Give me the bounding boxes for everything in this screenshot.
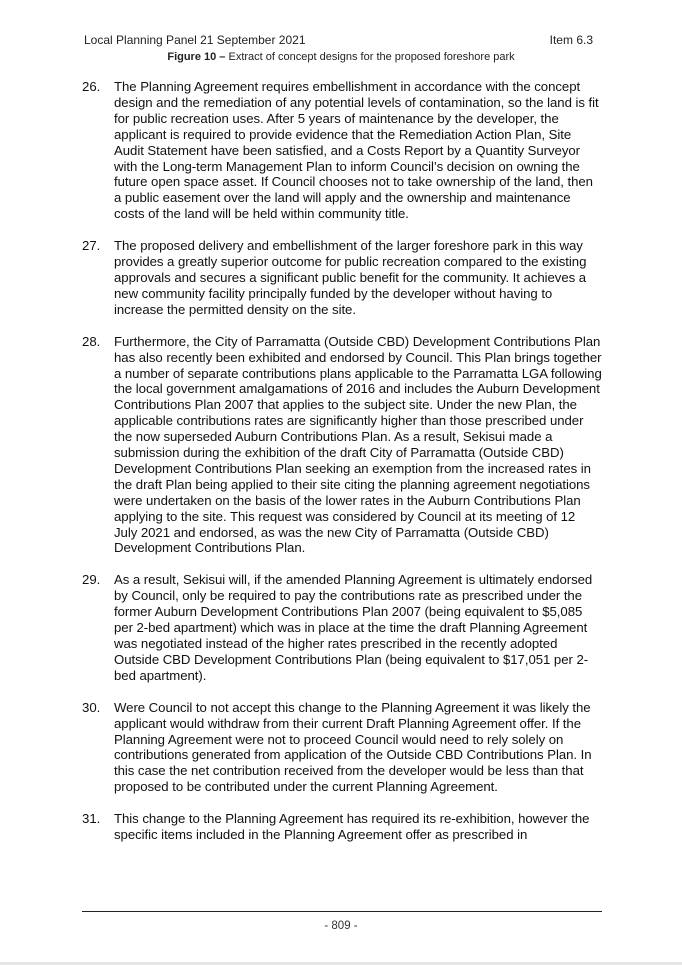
figure-caption-label: Figure 10 – xyxy=(167,51,226,63)
figure-caption xyxy=(0,51,682,63)
paragraph-29 xyxy=(82,572,602,683)
paragraph-text: Furthermore, the City of Parramatta (Outside CBD) Development Contributions Plan has also recently been exhibited and endorsed by Council. This Plan brings together a number of separate contributions plans applicable to the Parramatta LGA following the local government amalgamations of 2016 and includes the Auburn Development Contributions Plan 2007 that applies to the subject site. Under the new Plan, the applicable contributions rates are significantly higher than those prescribed under the now superseded Auburn Contributions Plan. As a result, Sekisui made a submission during the exhibition of the draft City of Parramatta (Outside CBD) Development Contributions Plan seeking an exemption from the increased rates in the draft Plan being applied to their site citing the planning agreement negotiations were undertaken on the basis of the lower rates in the Auburn Contributions Plan applying to the site. This request was considered by Council at its meeting of 12 July 2021 and endorsed, as was the new City of Parramatta (Outside CBD) Development Contributions Plan. xyxy=(114,333,602,556)
header-meeting-title: Local Planning Panel 21 September 2021 xyxy=(84,33,306,47)
paragraph-26 xyxy=(82,79,602,222)
paragraph-text: The Planning Agreement requires embellishment in accordance with the concept design and the remediation of any potential levels of contamination, so the land is fit for public recreation uses. After 5 years of maintenance by the developer, the applicant is required to provide evidence that the Remediation Action Plan, Site Audit Statement have been satisfied, and a Costs Report by a Quantity Surveyor with the Long-term Management Plan to inform Council’s decision on owning the future open space asset. If Council chooses not to take ownership of the land, then a public easement over the land will apply and the ownership and maintenance costs of the land will be held within community title. xyxy=(114,79,599,222)
figure-caption-text: Extract of concept designs for the proposed foreshore park xyxy=(228,51,515,63)
paragraph-text: This change to the Planning Agreement has required its re-exhibition, however the specific items included in the Planning Agreement offer as prescribed in xyxy=(114,811,590,843)
paragraph-number: 31. xyxy=(82,811,101,827)
paragraph-31 xyxy=(82,811,602,843)
paragraph-text: The proposed delivery and embellishment of the larger foreshore park in this way provides a greatly superior outcome for public recreation compared to the existing approvals and secures a significant public benefit for the community. It achieves a new community facility principally funded by the developer without having to increase the permitted density on the site. xyxy=(114,238,587,317)
paragraph-text: Were Council to not accept this change to the Planning Agreement it was likely the applicant would withdraw from their current Draft Planning Agreement offer. If the Planning Agreement were not to proceed Council would need to rely solely on contributions generated from application of the Outside CBD Contributions Plan. In this case the net contribution received from the developer would be less than that proposed to be contributed under the current Planning Agreement. xyxy=(114,699,592,795)
paragraph-number: 27. xyxy=(82,238,101,254)
paragraph-number: 29. xyxy=(82,572,101,588)
paragraph-27 xyxy=(82,238,602,318)
header-item-number: Item 6.3 xyxy=(549,33,593,47)
numbered-paragraphs xyxy=(82,79,602,859)
paragraph-number: 26. xyxy=(82,79,101,94)
paragraph-28 xyxy=(82,334,602,557)
paragraph-text: As a result, Sekisui will, if the amended Planning Agreement is ultimately endorsed by Council, only be required to pay the contributions rate as prescribed under the former Auburn Development Contributions Plan 2007 (being equivalent to $5,085 per 2-bed apartment) which was in place at the time the draft Planning Agreement was negotiated instead of the higher rates prescribed in the recently adopted Outside CBD Development Contributions Plan (being equivalent to $17,051 per 2-bed apartment). xyxy=(114,572,593,683)
page-number: - 809 - xyxy=(324,920,358,932)
paragraph-number: 28. xyxy=(82,333,101,349)
paragraph-30 xyxy=(82,700,602,795)
footer-divider xyxy=(82,911,602,912)
paragraph-number: 30. xyxy=(82,699,101,715)
